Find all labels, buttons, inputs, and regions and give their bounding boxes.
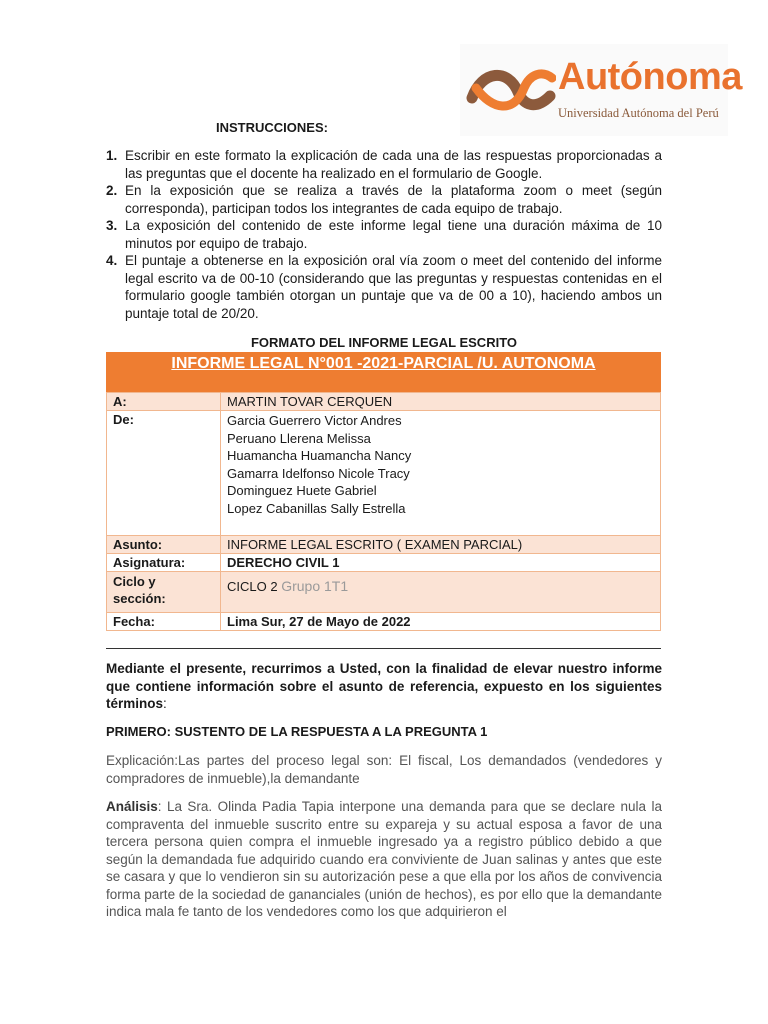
- members-list: [221, 411, 660, 535]
- divider: [106, 648, 661, 649]
- member-name: Gamarra Idelfonso Nicole Tracy: [227, 465, 410, 481]
- item-text: La exposición del contenido de este informe legal tiene una duración máxima de 10 minutos por equipo de trabajo.: [125, 218, 662, 251]
- grupo-text: Grupo 1T1: [281, 578, 349, 594]
- analysis-label: Análisis: [106, 799, 158, 814]
- intro-paragraph: [106, 660, 662, 713]
- asignatura-value: DERECHO CIVIL 1: [227, 555, 340, 570]
- report-table: [106, 352, 661, 631]
- fecha-value: Lima Sur, 27 de Mayo de 2022: [227, 614, 411, 629]
- instructions-title: INSTRUCCIONES:: [216, 120, 328, 135]
- member-name: Dominguez Huete Gabriel: [227, 483, 377, 498]
- autonoma-logo-icon: [466, 58, 556, 128]
- list-item: [106, 252, 662, 322]
- item-number: 1.: [106, 148, 118, 163]
- list-item: [106, 182, 662, 217]
- asunto-value: INFORME LEGAL ESCRITO ( EXAMEN PARCIAL): [227, 537, 523, 552]
- intro-colon: :: [163, 696, 167, 711]
- asignatura-label: Asignatura:: [107, 554, 221, 571]
- logo-subtitle: Universidad Autónoma del Perú: [558, 106, 719, 120]
- logo-name: Autónoma: [558, 56, 742, 98]
- member-name: Lopez Cabanillas Sally Estrella: [227, 500, 406, 516]
- ciclo-label-line1: Ciclo y: [113, 574, 156, 589]
- table-row: [106, 572, 661, 613]
- explanation-paragraph: Explicación:Las partes del proceso legal son: El fiscal, Los demandados (vendedores y compradores de inmueble),la demandante: [106, 753, 662, 786]
- instructions-list: [106, 147, 662, 322]
- table-row: [106, 554, 661, 572]
- asunto-label: Asunto:: [107, 536, 221, 553]
- item-text: El puntaje a obtenerse en la exposición oral vía zoom o meet del contenido del informe legal escrito va de 00-10 (considerando que las preguntas y respuestas contenidas en el formulario google también otorgan un puntaje que va de 00 a 10), haciendo ambos un puntaje total de 20/20.: [125, 253, 662, 321]
- list-item: [106, 147, 662, 182]
- member-name: Huamancha Huamancha Nancy: [227, 448, 412, 463]
- item-text: Escribir en este formato la explicación de cada una de las respuestas proporcionadas a las preguntas que el docente ha realizado en el formulario de Google.: [125, 148, 662, 181]
- table-row: [106, 411, 661, 536]
- table-row: [106, 536, 661, 554]
- member-name: Garcia Guerrero Victor Andres: [227, 413, 402, 428]
- item-number: 4.: [106, 253, 118, 268]
- fecha-label: Fecha:: [107, 613, 221, 630]
- analysis-text: : La Sra. Olinda Padia Tapia interpone una demanda para que se declare nula la compraventa del inmueble suscrito entre su expareja y su actual esposa a favor de una tercera persona quien compra el inmueble ingresado ya a registro público debido a que según la demandada fue adquirido cuando era conviviente de Juan salinas y antes que este se casara y que lo vendieron sin su autorización pese a que ella por los años de convivencia forma parte de la sociedad de gananciales (unión de hechos), es por ello que la demandante indica mala fe tanto de los vendedores como los que adquirieron el: [106, 799, 662, 919]
- list-item: [106, 217, 662, 252]
- table-row: [106, 613, 661, 631]
- ciclo-label: [107, 572, 221, 612]
- section-heading: PRIMERO: SUSTENTO DE LA RESPUESTA A LA PREGUNTA 1: [106, 724, 488, 739]
- a-value: MARTIN TOVAR CERQUEN: [227, 394, 393, 409]
- a-label: A:: [107, 393, 221, 410]
- item-number: 3.: [106, 218, 118, 233]
- intro-text: Mediante el presente, recurrimos a Usted, con la finalidad de elevar nuestro informe que contiene información sobre el asunto de referencia, expuesto en los siguientes términos: [106, 661, 662, 711]
- analysis-paragraph: [106, 798, 662, 921]
- report-header: INFORME LEGAL N°001 -2021-PARCIAL /U. AUTONOMA: [106, 352, 661, 392]
- ciclo-text: CICLO 2: [227, 579, 278, 594]
- university-logo: [460, 44, 742, 136]
- de-label: De:: [107, 411, 221, 535]
- item-number: 2.: [106, 183, 118, 198]
- ciclo-label-line2: sección:: [113, 591, 166, 606]
- ciclo-value: [221, 572, 660, 612]
- item-text: En la exposición que se realiza a través de la plataforma zoom o meet (según corresponda), participan todos los integrantes de cada equipo de trabajo.: [125, 183, 662, 216]
- member-name: Peruano Llerena Melissa: [227, 430, 371, 446]
- table-row: [106, 392, 661, 411]
- format-title: FORMATO DEL INFORME LEGAL ESCRITO: [250, 335, 518, 350]
